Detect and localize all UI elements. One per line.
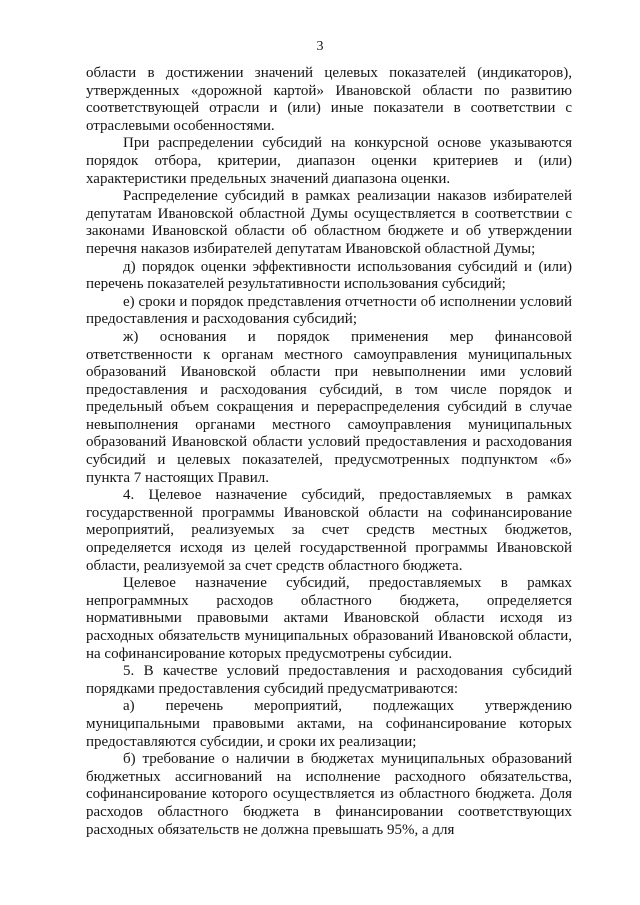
paragraph-item-d: д) порядок оценки эффективности использования субсидий и (или) перечень показателей результативности использования субсидий; bbox=[86, 258, 572, 293]
paragraph-item-a: а) перечень мероприятий, подлежащих утверждению муниципальными правовыми актами, на софинансирование которых предоставляются субсидии, и сроки их реализации; bbox=[86, 698, 572, 750]
paragraph-section-5: 5. В качестве условий предоставления и расходования субсидий порядками предоставления субсидий предусматриваются: bbox=[86, 663, 572, 697]
paragraph-item-b: б) требование о наличии в бюджетах муниципальных образований бюджетных ассигнований на исполнение расходного обязательства, софинансирование которого осуществляется из областного бюджета. Доля расходов областного бюджета в финансировании соответствующих расходных обязательств не должна превышать 95%, а для bbox=[86, 751, 572, 838]
paragraph-item-e: е) сроки и порядок представления отчетности об исполнении условий предоставления и расходования субсидий; bbox=[86, 293, 572, 328]
paragraph: При распределении субсидий на конкурсной основе указываются порядок отбора, критерии, диапазон оценки критериев и (или) характеристики предельных значений диапазона оценки. bbox=[86, 135, 572, 187]
page-number: 3 bbox=[316, 39, 324, 54]
paragraph: области в достижении значений целевых показателей (индикаторов), утвержденных «дорожной картой» Ивановской области по развитию соответствующей отрасли и (или) иные показатели в соответствии с отраслевыми особенностями. bbox=[86, 65, 572, 134]
paragraph: Целевое назначение субсидий, предоставляемых в рамках непрограммных расходов областного бюджета, определяется нормативными правовыми актами Ивановской области исходя из расходных обязательств муниципальных образований Ивановской области, на софинансирование которых предусмотрены субсидии. bbox=[86, 575, 572, 662]
paragraph-item-zh: ж) основания и порядок применения мер финансовой ответственности к органам местного самоуправления муниципальных образований Ивановской области при невыполнении ими условий предоставления и расходования субсидий, в том числе порядок и предельный объем сокращения и перераспределения субсидий в случае невыполнения органами местного самоуправления муниципальных образований Ивановской области условий предоставления и расходования субсидий и целевых показателей, предусмотренных подпунктом «б» пункта 7 настоящих Правил. bbox=[86, 328, 572, 486]
paragraph: Распределение субсидий в рамках реализации наказов избирателей депутатам Ивановской областной Думы осуществляется в соответствии с законами Ивановской области об областном бюджете и об утверждении перечня наказов избирателей депутатам Ивановской областной Думы; bbox=[86, 188, 572, 257]
paragraph-section-4: 4. Целевое назначение субсидий, предоставляемых в рамках государственной программы Ивановской области на софинансирование мероприятий, реализуемых за счет средств местных бюджетов, определяется исходя из целей государственной программы Ивановской области, реализуемой за счет средств областного бюджета. bbox=[86, 487, 572, 574]
document-body bbox=[86, 65, 572, 839]
